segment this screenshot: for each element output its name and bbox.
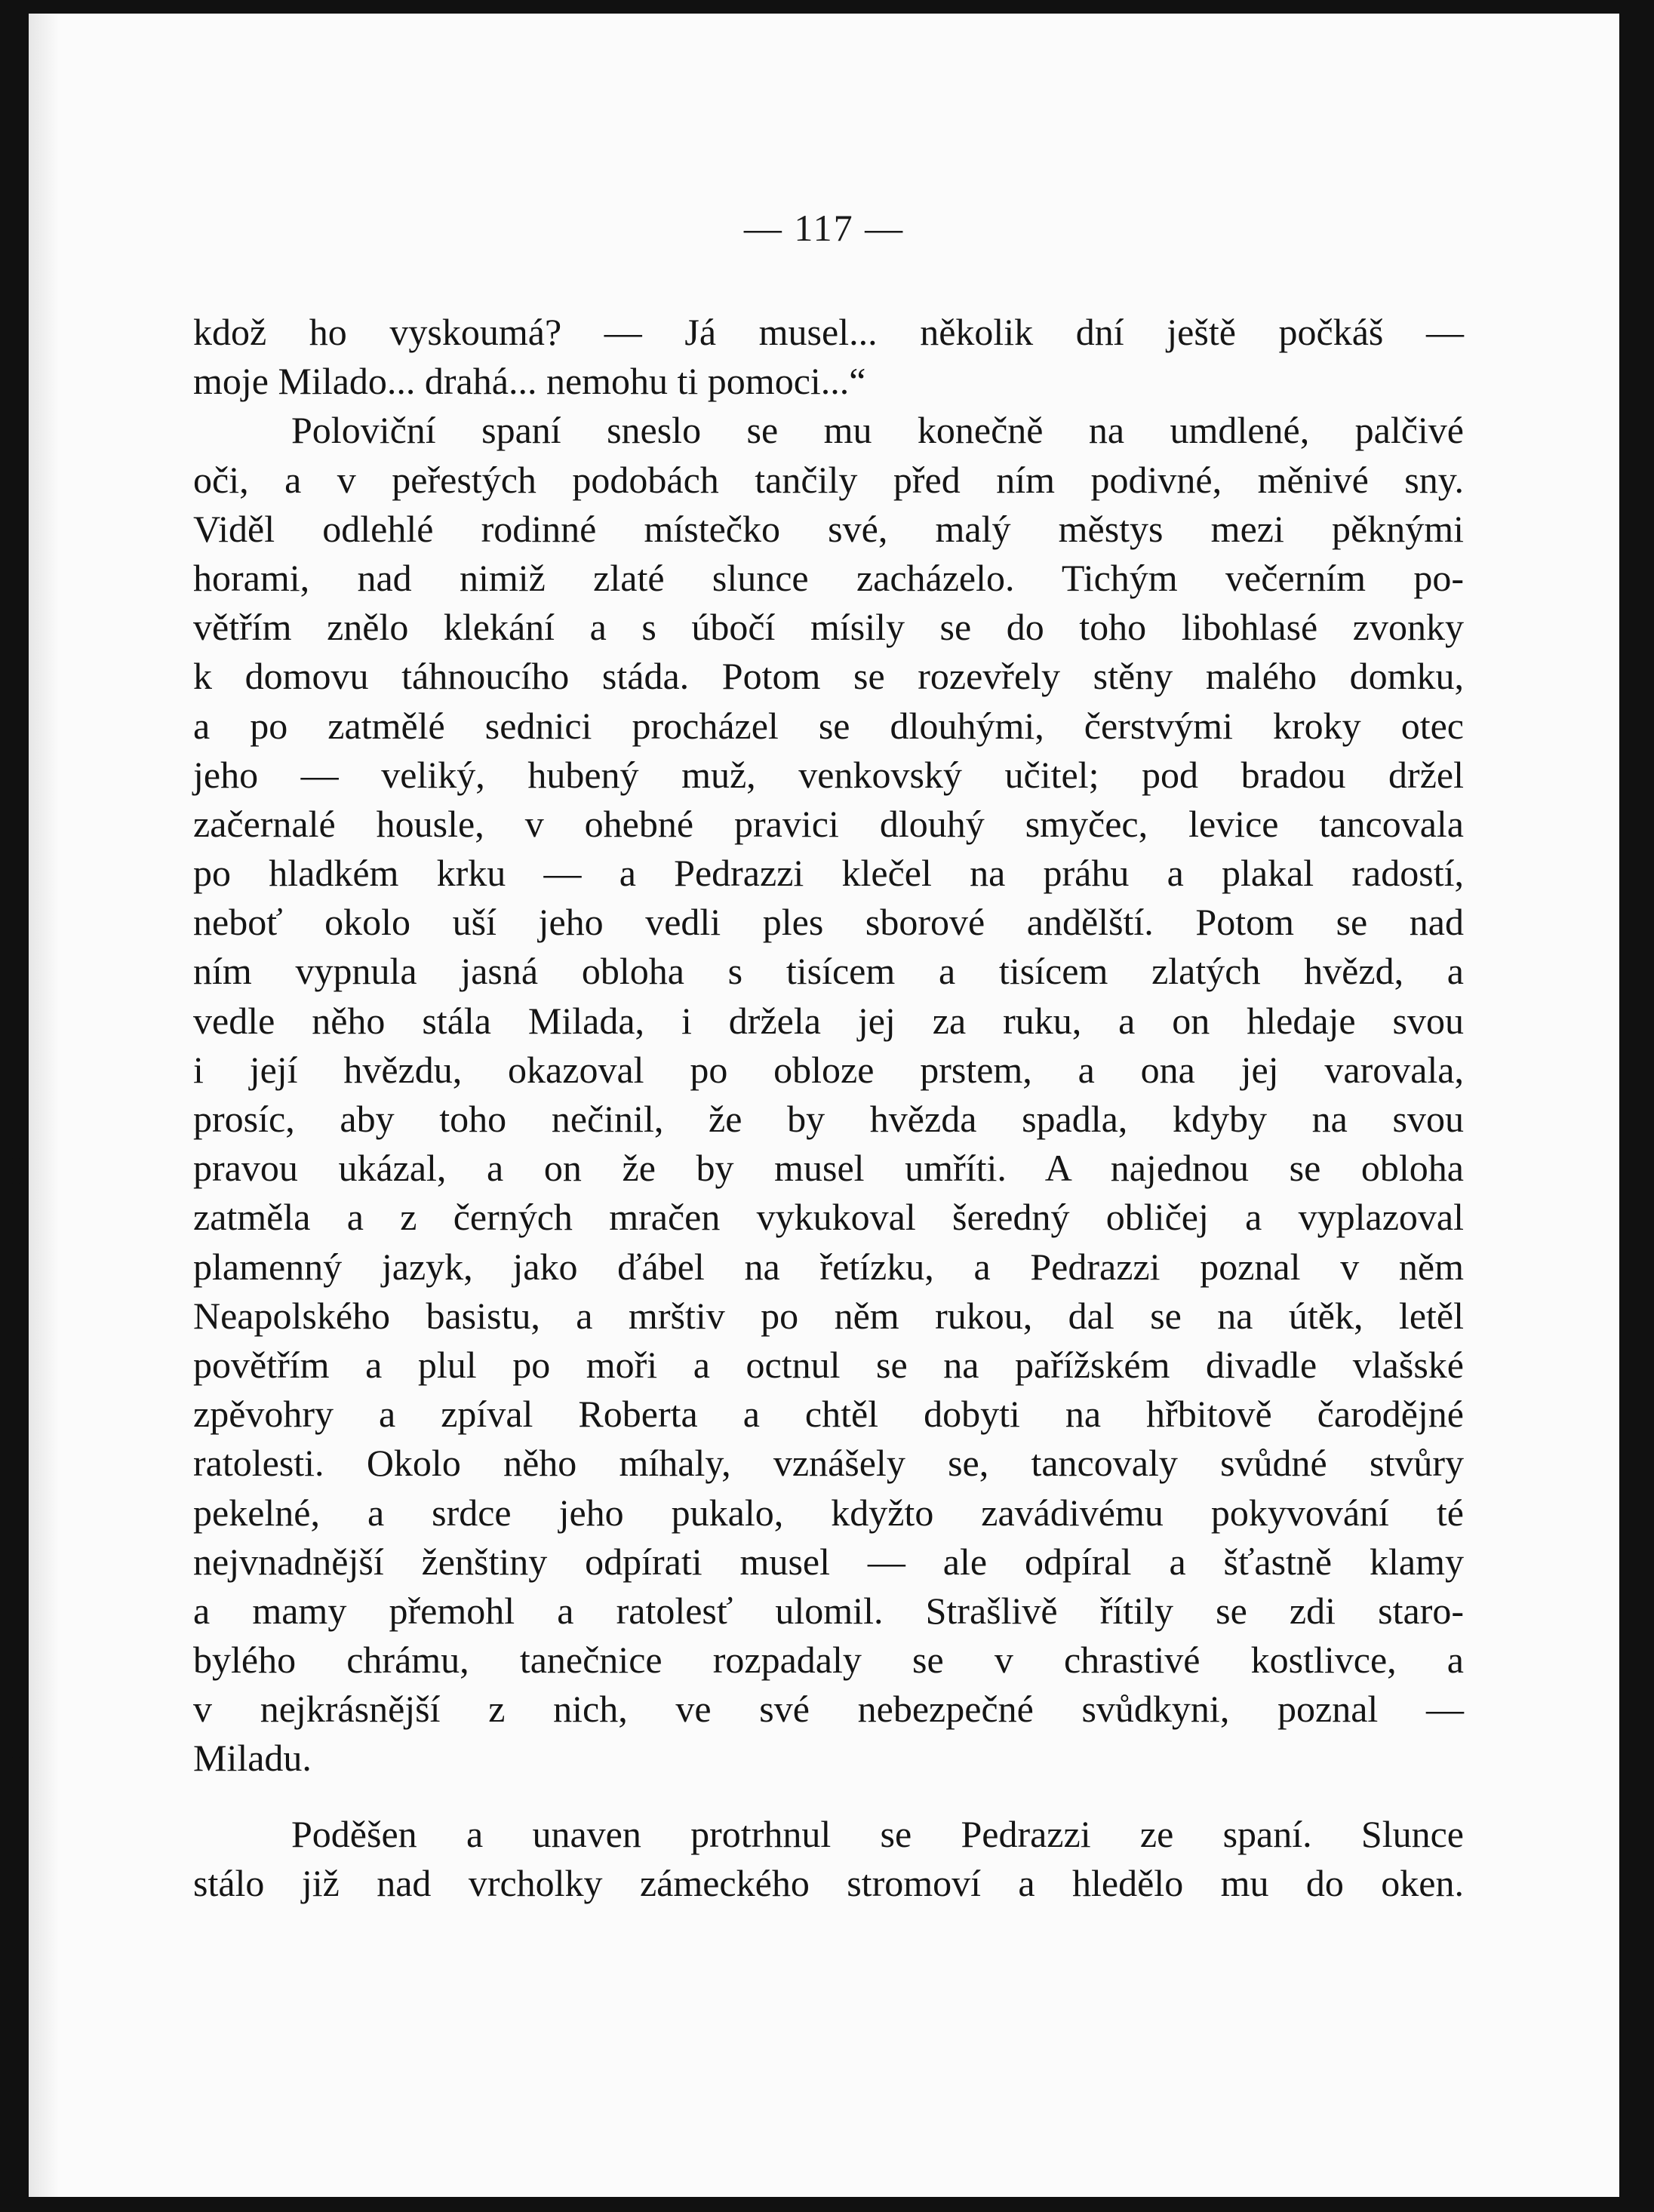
text-line: plamenný jazyk, jako ďábel na řetízku, a Pedrazzi poznal v něm: [193, 1245, 1464, 1288]
text-line: jeho — veliký, hubený muž, venkovský učitel; pod bradou držel: [193, 753, 1464, 796]
text-line: větřím znělo klekání a s úbočí mísily se do toho libohlasé zvonky: [193, 606, 1464, 649]
paragraph-gap: [193, 1783, 1464, 1810]
page-number: — 117 —: [743, 207, 905, 249]
text-line: a po zatmělé sednici procházel se dlouhými, čerstvými kroky otec: [193, 704, 1464, 747]
text-line: povětřím a plul po moři a octnul se na pařížském divadle vlašské: [193, 1343, 1464, 1386]
text-line: po hladkém krku — a Pedrazzi klečel na práhu a plakal radostí,: [193, 852, 1464, 895]
text-line: a mamy přemohl a ratolesť ulomil. Strašlivě řítily se zdi staro-: [193, 1589, 1464, 1632]
text-line: ním vypnula jasná obloha s tisícem a tisícem zlatých hvězd, a: [193, 950, 1464, 993]
text-line: Viděl odlehlé rodinné místečko své, malý městys mezi pěknými: [193, 507, 1464, 550]
text-line: zpěvohry a zpíval Roberta a chtěl dobyti na hřbitově čarodějné: [193, 1393, 1464, 1436]
text-line: k domovu táhnoucího stáda. Potom se rozevřely stěny malého domku,: [193, 655, 1464, 698]
text-line: neboť okolo uší jeho vedli ples sborové andělští. Potom se nad: [193, 901, 1464, 944]
text-line: prosíc, aby toho nečinil, že by hvězda spadla, kdyby na svou: [193, 1098, 1464, 1140]
text-line: pekelné, a srdce jeho pukalo, kdyžto zavádivému pokyvování té: [193, 1491, 1464, 1534]
text-line: i její hvězdu, okazoval po obloze prstem, a ona jej varovala,: [193, 1048, 1464, 1091]
text-line: ratolesti. Okolo něho míhaly, vznášely se, tancovaly svůdné stvůry: [193, 1442, 1464, 1485]
body-text: [193, 308, 1464, 1908]
text-line: Miladu.: [193, 1737, 312, 1780]
paragraph: [193, 1810, 1464, 1908]
text-line: začernalé housle, v ohebné pravici dlouhý smyčec, levice tancovala: [193, 802, 1464, 845]
paragraph: [193, 406, 1464, 1783]
text-line: kdož ho vyskoumá? — Já musel... několik dní ještě počkáš —: [193, 311, 1464, 353]
text-line: Poděšen a unaven protrhnul se Pedrazzi ze spaní. Slunce: [291, 1812, 1464, 1855]
text-line: v nejkrásnější z nich, ve své nebezpečné svůdkyni, poznal —: [193, 1688, 1464, 1731]
text-line: nejvnadnější ženštiny odpírati musel — ale odpíral a šťastně klamy: [193, 1540, 1464, 1583]
paragraph: [193, 308, 1464, 406]
text-line: horami, nad nimiž zlaté slunce zacházelo. Tichým večerním po-: [193, 556, 1464, 599]
text-line: Neapolského basistu, a mrštiv po něm rukou, dal se na útěk, letěl: [193, 1294, 1464, 1337]
text-line: moje Milado... drahá... nemohu ti pomoci...“: [193, 360, 866, 403]
text-line: zatměla a z černých mračen vykukoval šeredný obličej a vyplazoval: [193, 1196, 1464, 1239]
text-line: stálo již nad vrcholky zámeckého stromoví a hledělo mu do oken.: [193, 1861, 1464, 1904]
text-line: pravou ukázal, a on že by musel umříti. A najednou se obloha: [193, 1147, 1464, 1190]
text-line: Poloviční spaní sneslo se mu konečně na umdlené, palčivé: [291, 409, 1464, 452]
book-page: [29, 14, 1619, 2197]
text-line: vedle něho stála Milada, i držela jej za ruku, a on hledaje svou: [193, 999, 1464, 1042]
binding-shadow: [29, 14, 59, 2197]
scan-artifact: [11, 1728, 21, 1758]
text-line: bylého chrámu, tanečnice rozpadaly se v chrastivé kostlivce, a: [193, 1639, 1464, 1682]
text-line: oči, a v peřestých podobách tančily před ním podivné, měnivé sny.: [193, 458, 1464, 501]
scan-artifact: [11, 1158, 21, 1184]
